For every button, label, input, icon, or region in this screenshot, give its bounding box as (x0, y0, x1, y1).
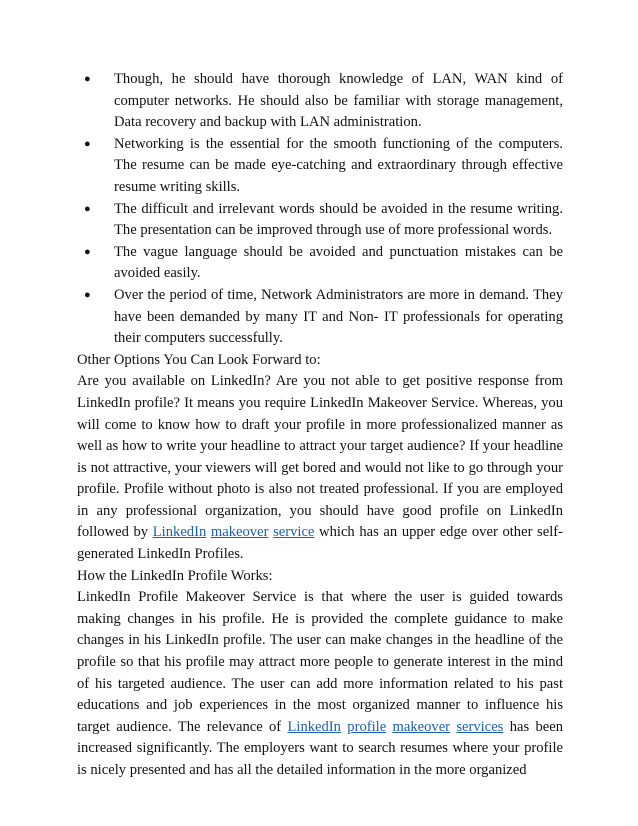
bullet-list (77, 69, 563, 350)
paragraph-text: has been increased significantly. The employers want to search resumes where your profile is nicely presented and has all the detailed information in the more organized (77, 718, 563, 778)
paragraph-text: LinkedIn Profile Makeover Service is that where the user is guided towards making changes in his profile. He is provided the complete guidance to make changes in his LinkedIn profile. The user can make changes in the headline of the profile so that his profile may attract more people to generate interest in the mind of his targeted audience. The user can add more information related to his past educations and job experiences in the most organized manner to influence his target audience. The relevance of (77, 589, 563, 735)
bullet-icon: ● (84, 73, 91, 85)
link-linkedin[interactable]: LinkedIn (287, 718, 341, 735)
bullet-icon: ● (84, 245, 91, 258)
page-content (77, 69, 563, 782)
paragraph-text: which has an upper edge over other self-generated LinkedIn Profiles. (77, 524, 563, 563)
list-item (84, 134, 563, 199)
section-heading-other-options: Other Options You Can Look Forward to: (77, 351, 321, 368)
bullet-icon: ● (84, 137, 91, 150)
link-makeover[interactable]: makeover (392, 718, 451, 735)
section-paragraph-how-it-works (77, 587, 563, 781)
list-item (84, 285, 563, 350)
bullet-text: Over the period of time, Network Administrators are more in demand. They have been demanded by many IT and Non- IT professionals for operating their computers successfully. (114, 286, 563, 347)
section-heading-how-it-works: How the LinkedIn Profile Works: (77, 567, 273, 584)
list-item (84, 199, 563, 242)
list-item (84, 242, 563, 285)
bullet-text: Networking is the essential for the smooth functioning of the computers. The resume can be made eye-catching and extraordinary through effective resume writing skills. (114, 135, 563, 195)
bullet-text: The difficult and irrelevant words should be avoided in the resume writing. The presentation can be improved through use of more professional words. (114, 200, 563, 239)
bullet-icon: ● (84, 288, 91, 301)
section-paragraph-other-options (77, 371, 563, 565)
link-makeover[interactable]: makeover (210, 524, 269, 541)
bullet-icon: ● (84, 202, 91, 215)
link-service[interactable]: service (273, 524, 315, 541)
list-item (84, 69, 563, 134)
link-linkedin[interactable]: LinkedIn (152, 524, 207, 541)
bullet-text: Though, he should have thorough knowledge of LAN, WAN kind of computer networks. He should also be familiar with storage management, Data recovery and backup with LAN administration. (114, 71, 563, 131)
paragraph-text: Are you available on LinkedIn? Are you not able to get positive response from LinkedIn profile? It means you require LinkedIn Makeover Service. Whereas, you will come to know how to draft your profile in more professionalized manner as well as how to write your headline to attract your target audience? If your headline is not attractive, your viewers will get bored and would not like to go through your profile. Profile without photo is also not treated professional. If you are employed in any professional organization, you should have good profile on LinkedIn followed by (77, 373, 563, 541)
bullet-text: The vague language should be avoided and punctuation mistakes can be avoided easily. (114, 243, 563, 282)
link-profile[interactable]: profile (347, 718, 387, 735)
link-services[interactable]: services (456, 718, 504, 735)
